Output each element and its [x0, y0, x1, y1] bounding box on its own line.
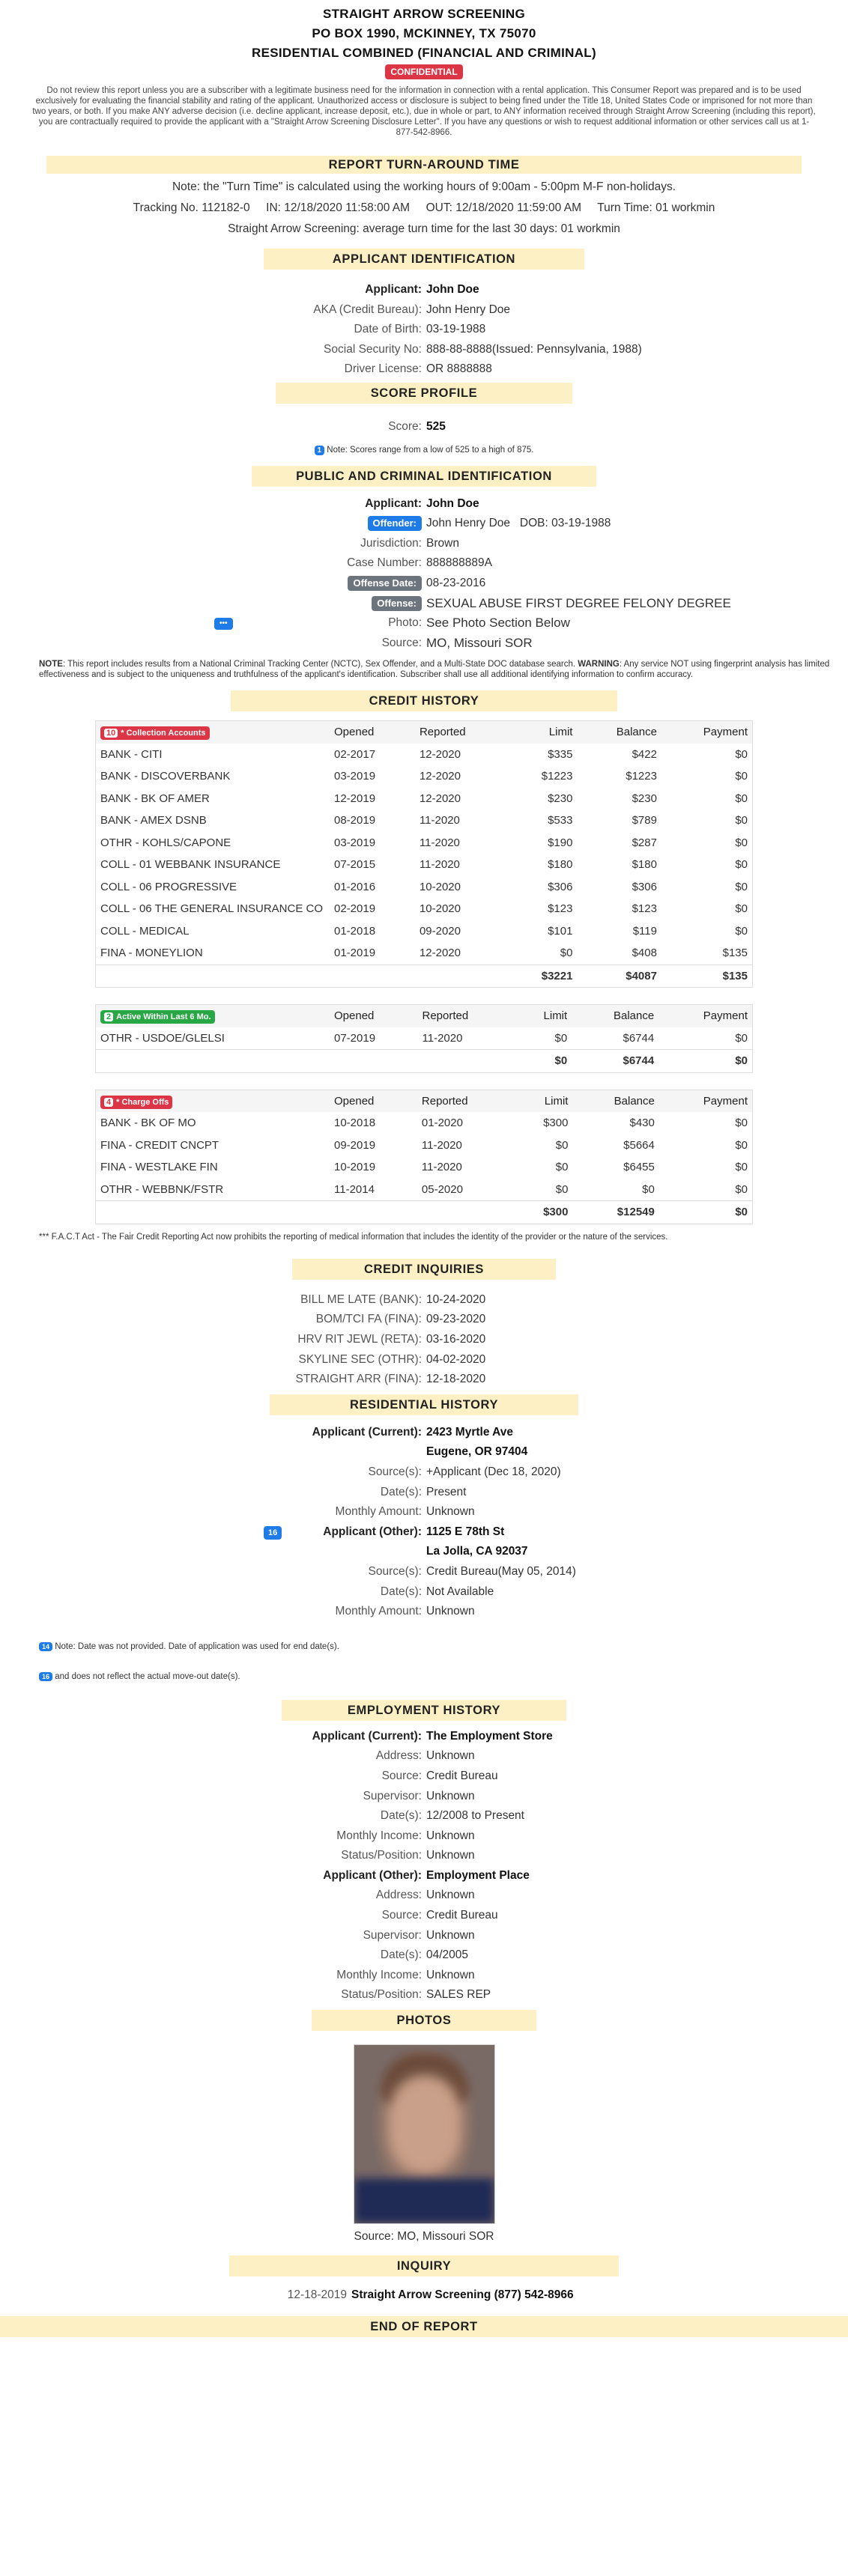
- res-current-line1: 2423 Myrtle Ave: [426, 1425, 514, 1439]
- inquiry-banner: INQUIRY: [229, 2255, 619, 2276]
- offender-badge: Offender:: [368, 516, 423, 531]
- disclaimer-text: Do not review this report unless you are a subscriber with a legitimate business need for the information in connection with a rental application. This Consumer Report was prepared and is to be used exclusively for evaluating the financial stability and rating of the applicant. Unauthorized access or disclosure is subject to being fined under the Title 18, United States Code or imprisoned for not more than two years, or both. If you make ANY adverse decision (i.e. decline applicant, increase deposit, etc.), due in whole or part, to ANY information received through Straight Arrow Screening (including this report), you are contractually required to provide the applicant with a "Straight Arrow Screening Disclosure Letter". If you have any questions or wish to request additional information or other services call us at 1-877-542-8966.: [32, 86, 816, 137]
- kv-row: Monthly Income: Unknown: [336, 1829, 475, 1842]
- case-number-row: Case Number: 888888889A: [347, 556, 492, 570]
- collections-header: 10 * Collection Accounts Opened Reported Limit Balance Payment: [96, 721, 752, 744]
- dob-row: Date of Birth: 03-19-1988: [354, 323, 486, 336]
- table-row: BANK - BK OF MO 10-2018 01-2020 $300 $430 $0: [100, 1117, 748, 1130]
- chargeoffs-badge: 4 * Charge Offs: [100, 1096, 172, 1109]
- kv-row: Address: Unknown: [375, 1749, 475, 1763]
- res-other-monthly: Unknown: [426, 1605, 475, 1618]
- table-row: BANK - CITI 02-2017 12-2020 $335 $422 $0: [100, 747, 748, 761]
- ssn-row: Social Security No: 888-88-8888(Issued: Pennsylvania, 1988): [324, 342, 642, 356]
- offense-date-badge: Offense Date:: [348, 576, 422, 591]
- turn-time: Turn Time: 01 workmin: [597, 201, 715, 214]
- inquiry-row: BOM/TCI FA (FINA): 09-23-2020: [315, 1313, 486, 1326]
- table-row: OTHR - KOHLS/CAPONE 03-2019 11-2020 $190 $287 $0: [100, 836, 748, 849]
- photo-source: Source: MO, Missouri SOR: [354, 2230, 494, 2244]
- applicant-banner: APPLICANT IDENTIFICATION: [264, 249, 584, 270]
- active-table: [95, 1004, 753, 1073]
- criminal-note: NOTE: This report includes results from a National Criminal Tracking Center (NCTC), Sex Offender, and a Multi-State DOC database search. WARNING: Any service NOT using fingerprint analysis has limited effectiveness and is subject to the uniqueness and truthfulness of the applicant's identification. Subscriber shall use all additional identifying information to confirm accuracy.: [39, 660, 830, 680]
- table-row: FINA - MONEYLION 01-2019 12-2020 $0 $408 $135: [100, 947, 748, 960]
- chargeoffs-table: [95, 1090, 753, 1224]
- kv-row: Supervisor: Unknown: [363, 1789, 475, 1802]
- report-type: RESIDENTIAL COMBINED (FINANCIAL AND CRIMINAL): [252, 46, 596, 60]
- aka-row: AKA (Credit Bureau): John Henry Doe: [313, 303, 511, 316]
- offender-value: John Henry Doe DOB: 03-19-1988: [426, 517, 611, 530]
- res-current-monthly: Unknown: [426, 1505, 475, 1519]
- res-other-sources: Credit Bureau(May 05, 2014): [426, 1564, 576, 1578]
- time-out: OUT: 12/18/2020 11:59:00 AM: [425, 201, 581, 214]
- source-row: Source: MO, Missouri SOR: [381, 635, 533, 650]
- res-other-line2: La Jolla, CA 92037: [426, 1545, 528, 1558]
- kv-row: Status/Position: SALES REP: [341, 1988, 491, 2002]
- criminal-applicant-row: Applicant: John Doe: [365, 496, 479, 510]
- offense-row: Offense: SEXUAL ABUSE FIRST DEGREE FELONY DEGREE: [0, 594, 848, 614]
- photos-banner: PHOTOS: [312, 2010, 536, 2031]
- table-row: COLL - 01 WEBBANK INSURANCE 07-2015 11-2020 $180 $180 $0: [100, 858, 748, 872]
- res-current-dates: Present: [426, 1485, 467, 1498]
- score-label: Score:: [388, 419, 422, 433]
- collections-totals: $3221 $4087 $135: [96, 965, 752, 987]
- applicant-name-row: Applicant: John Doe: [365, 283, 479, 296]
- table-row: COLL - MEDICAL 01-2018 09-2020 $101 $119 $0: [100, 924, 748, 938]
- kv-row: Supervisor: Unknown: [363, 1928, 475, 1942]
- residential-note-1: 14 Note: Date was not provided. Date of application was used for end date(s).: [39, 1641, 848, 1652]
- credit-banner: CREDIT HISTORY: [231, 690, 617, 711]
- inquiry-row: HRV RIT JEWL (RETA): 03-16-2020: [297, 1333, 486, 1346]
- driver-license-row: Driver License: OR 8888888: [344, 362, 492, 376]
- confidential-badge: CONFIDENTIAL: [385, 64, 462, 79]
- res-current-sources: +Applicant (Dec 18, 2020): [426, 1465, 561, 1478]
- table-row: COLL - 06 PROGRESSIVE 01-2016 10-2020 $306 $306 $0: [100, 880, 748, 893]
- average-turn-time: Straight Arrow Screening: average turn time for the last 30 days: 01 workmin: [228, 222, 620, 235]
- emp-other-name: Employment Place: [426, 1868, 530, 1882]
- score-value: 525: [426, 419, 446, 433]
- inquiries-section: [0, 1290, 848, 1390]
- criminal-section: [0, 494, 848, 654]
- offender-row: [0, 514, 848, 534]
- collections-badge: 10 * Collection Accounts: [100, 726, 210, 740]
- tracking-number: Tracking No. 112182-0: [133, 201, 250, 214]
- emp-current-label: Applicant (Current):: [312, 1729, 422, 1743]
- residential-badge: 16: [264, 1526, 282, 1540]
- criminal-banner: PUBLIC AND CRIMINAL IDENTIFICATION: [252, 466, 596, 487]
- jurisdiction-row: Jurisdiction: Brown: [360, 536, 459, 550]
- table-row: FINA - WESTLAKE FIN 10-2019 11-2020 $0 $6455 $0: [100, 1161, 748, 1174]
- res-other-dates: Not Available: [426, 1585, 494, 1598]
- chargeoffs-totals: $300 $12549 $0: [96, 1201, 752, 1224]
- report-header: [0, 0, 848, 138]
- turnaround-banner: REPORT TURN-AROUND TIME: [46, 156, 802, 174]
- res-other-line1: 1125 E 78th St: [426, 1525, 505, 1538]
- emp-current-rows: [0, 1746, 848, 1866]
- table-row: BANK - AMEX DSNB 08-2019 11-2020 $533 $789 $0: [100, 814, 748, 827]
- residential-section: 16 Applicant (Current): 2423 Myrtle Ave Eugene, OR 97404 Source(s): +Applicant (Dec 18, 2020) Date(s): Present Monthly Amount: Unknown Applicant (Other): 1125 E 78th St La Jolla, CA 92037 Source(s): Credit Bureau(May 05, 2014) Date(s): Not Available Monthly Amount: Unknown: [0, 1423, 848, 1622]
- kv-row: Date(s): 04/2005: [380, 1948, 469, 1962]
- res-current-line2: Eugene, OR 97404: [426, 1445, 528, 1459]
- offense-badge: Offense:: [372, 596, 422, 611]
- inquiry-row: BILL ME LATE (BANK): 10-24-2020: [300, 1292, 486, 1306]
- score-banner: SCORE PROFILE: [276, 383, 572, 404]
- end-of-report-banner: END OF REPORT: [0, 2316, 848, 2337]
- turnaround-section: [0, 177, 848, 240]
- table-row: COLL - 06 THE GENERAL INSURANCE CO 02-2019 10-2020 $123 $123 $0: [100, 902, 748, 916]
- company-address: PO BOX 1990, MCKINNEY, TX 75070: [312, 26, 536, 40]
- kv-row: Date(s): 12/2008 to Present: [380, 1809, 524, 1823]
- inquiry-date: 12-18-2019: [287, 2288, 347, 2302]
- score-note-badge: 1: [315, 446, 325, 455]
- offender-photo: [354, 2044, 495, 2224]
- kv-row: Status/Position: Unknown: [341, 1849, 475, 1862]
- score-note: 1 Note: Scores range from a low of 525 to a high of 875.: [0, 445, 848, 455]
- chargeoffs-rows: [96, 1112, 752, 1201]
- kv-row: Source: Credit Bureau: [381, 1909, 498, 1922]
- table-row: OTHR - USDOE/GLELSI 07-2019 11-2020 $0 $6744 $0: [100, 1031, 748, 1045]
- employment-section: [0, 1727, 848, 2005]
- active-badge: 2 Active Within Last 6 Mo.: [100, 1010, 215, 1024]
- tracking-line: [0, 198, 848, 219]
- company-name: STRAIGHT ARROW SCREENING: [322, 7, 526, 21]
- table-row: BANK - BK OF AMER 12-2019 12-2020 $230 $230 $0: [100, 792, 748, 805]
- turn-time-note: Note: the "Turn Time" is calculated using the working hours of 9:00am - 5:00pm M-F non-holidays.: [172, 180, 676, 193]
- inquiry-row: [0, 2285, 848, 2306]
- photo-more-badge[interactable]: •••: [214, 618, 233, 630]
- table-row: BANK - DISCOVERBANK 03-2019 12-2020 $1223 $1223 $0: [100, 770, 748, 783]
- kv-row: Monthly Income: Unknown: [336, 1968, 475, 1981]
- chargeoffs-header: 4 * Charge Offs Opened Reported Limit Balance Payment: [96, 1090, 752, 1113]
- residential-banner: RESIDENTIAL HISTORY: [270, 1394, 578, 1415]
- inquiry-row: STRAIGHT ARR (FINA): 12-18-2020: [295, 1373, 486, 1386]
- inquiry-row: SKYLINE SEC (OTHR): 04-02-2020: [298, 1352, 486, 1366]
- offense-date-row: Offense Date: 08-23-2016: [0, 574, 848, 594]
- collections-table: [95, 720, 753, 988]
- photo-link[interactable]: See Photo Section Below: [426, 616, 570, 631]
- employment-banner: EMPLOYMENT HISTORY: [282, 1700, 566, 1721]
- time-in: IN: 12/18/2020 11:58:00 AM: [266, 201, 411, 214]
- photo-row: ••• Photo: See Photo Section Below: [0, 613, 848, 634]
- table-row: FINA - CREDIT CNCPT 09-2019 11-2020 $0 $5664 $0: [100, 1138, 748, 1152]
- kv-row: Source: Credit Bureau: [381, 1769, 498, 1782]
- res-current-label: Applicant (Current):: [312, 1425, 422, 1439]
- active-header: 2 Active Within Last 6 Mo. Opened Reported Limit Balance Payment: [96, 1005, 752, 1027]
- kv-row: Address: Unknown: [375, 1889, 475, 1902]
- active-totals: $0 $6744 $0: [96, 1050, 752, 1072]
- emp-current-name: The Employment Store: [426, 1729, 553, 1743]
- fact-act-note: *** F.A.C.T Act - The Fair Credit Reporting Act now prohibits the reporting of medical information that includes the identity of the provider or the nature of the services.: [39, 1232, 668, 1242]
- active-rows: [96, 1027, 752, 1050]
- applicant-section: [0, 280, 848, 380]
- residential-note-2: 16 and does not reflect the actual move-out date(s).: [39, 1671, 848, 1682]
- emp-other-label: Applicant (Other):: [323, 1868, 422, 1882]
- inquiry-who: Straight Arrow Screening (877) 542-8966: [351, 2288, 574, 2302]
- res-other-label: Applicant (Other):: [323, 1525, 422, 1538]
- score-row: [0, 417, 848, 437]
- table-row: OTHR - WEBBNK/FSTR 11-2014 05-2020 $0 $0 $0: [100, 1182, 748, 1196]
- inquiries-banner: CREDIT INQUIRIES: [292, 1259, 556, 1280]
- emp-other-rows: [0, 1886, 848, 2005]
- collections-rows: [96, 744, 752, 965]
